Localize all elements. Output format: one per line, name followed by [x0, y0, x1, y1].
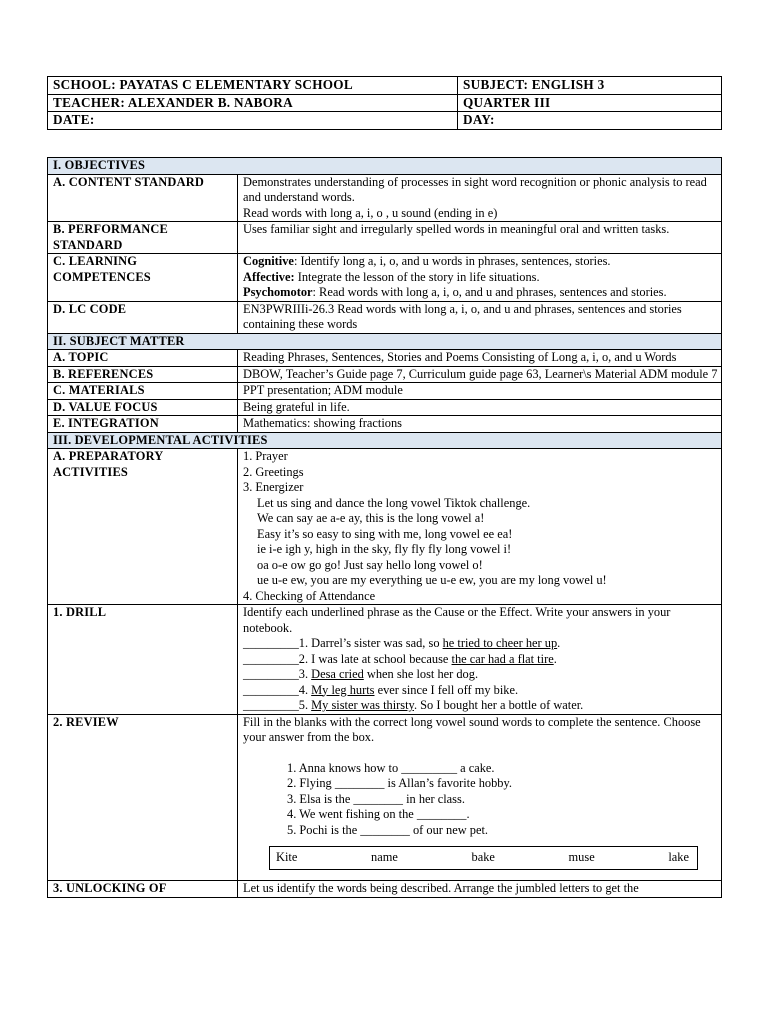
drill-text: 1. Darrel’s sister was sad, so — [298, 636, 443, 650]
song-line: Let us sing and dance the long vowel Tiktok challenge. — [257, 495, 531, 510]
affective-text: Integrate the lesson of the story in life situations. — [294, 269, 540, 284]
song-line: Easy it’s so easy to sing with me, long vowel ee ea! — [257, 526, 513, 541]
review-item: 3. Elsa is the ________ in her class. — [287, 791, 465, 806]
underlined-phrase: he tried to cheer her up — [442, 636, 558, 650]
underlined-phrase: the car had a flat tire — [451, 651, 554, 666]
answer-blank: _________ — [243, 682, 299, 697]
review-instruction: Fill in the blanks with the correct long vowel sound words to complete the sentence. Choose your answer from the box. — [243, 714, 701, 744]
date-field: DATE: — [48, 112, 458, 130]
lc-code-label: D. LC CODE — [48, 301, 238, 333]
underlined-phrase: Desa cried — [311, 667, 364, 681]
drill-item — [243, 636, 718, 652]
preparatory-label: A. PREPARATORY ACTIVITIES — [48, 449, 238, 605]
list-item: 3. Energizer — [243, 480, 304, 494]
psychomotor-label: Psychomotor — [243, 285, 313, 299]
objectives-heading: I. OBJECTIVES — [48, 158, 722, 175]
review-content — [238, 714, 722, 881]
review-item: 2. Flying ________ is Allan’s favorite hobby. — [287, 776, 512, 790]
value-focus-label: D. VALUE FOCUS — [48, 399, 238, 416]
cognitive-label: Cognitive — [243, 254, 294, 268]
review-item: 4. We went fishing on the ________. — [287, 807, 470, 821]
list-item: 2. Greetings — [243, 464, 304, 479]
integration-text: Mathematics: showing fractions — [238, 416, 722, 433]
topic-text: Reading Phrases, Sentences, Stories and Poems Consisting of Long a, i, o, and u Words — [238, 350, 722, 367]
song-line: ie i-e igh y, high in the sky, fly fly fly long vowel i! — [257, 542, 512, 556]
word-choice: Kite — [276, 850, 298, 865]
word-choice: muse — [568, 850, 595, 865]
performance-standard-text: Uses familiar sight and irregularly spelled words in meaningful oral and written tasks. — [238, 222, 722, 254]
unlocking-text: Let us identify the words being described. Arrange the jumbled letters to get the — [238, 881, 722, 898]
review-item: 1. Anna knows how to _________ a cake. — [287, 760, 495, 775]
list-item: 1. Prayer — [243, 449, 288, 463]
subject-matter-heading: II. SUBJECT MATTER — [48, 333, 722, 350]
subject: SUBJECT: ENGLISH 3 — [458, 77, 722, 95]
drill-item — [243, 698, 718, 714]
content-standard-label: A. CONTENT STANDARD — [48, 174, 238, 222]
drill-text: 5. — [298, 698, 312, 712]
drill-item — [243, 652, 718, 668]
drill-instruction: Identify each underlined phrase as the Cause or the Effect. Write your answers in your notebook. — [243, 605, 671, 635]
lc-code-text: EN3PWRIIIi-26.3 Read words with long a, i, o, and u and phrases, sentences and stories containing these words — [238, 301, 722, 333]
song-line: ue u-e ew, you are my everything ue u-e ew, you are my long vowel u! — [257, 573, 607, 587]
word-choice: name — [371, 850, 398, 865]
song-line: oa o-e ow go go! Just say hello long vowel o! — [257, 557, 483, 572]
underlined-phrase: My sister was thirsty — [311, 698, 414, 712]
value-focus-text: Being grateful in life. — [238, 399, 722, 416]
activities-heading: III. DEVELOPMENTAL ACTIVITIES — [48, 432, 722, 449]
word-choice: lake — [668, 850, 689, 865]
answer-blank: _________ — [243, 667, 299, 681]
drill-label: 1. DRILL — [48, 605, 238, 715]
preparatory-list — [238, 449, 722, 605]
drill-text: . — [553, 651, 557, 666]
school-name: SCHOOL: PAYATAS C ELEMENTARY SCHOOL — [48, 77, 458, 95]
review-item: 5. Pochi is the ________ of our new pet. — [287, 822, 488, 837]
drill-text: 3. — [298, 667, 312, 681]
header-table — [47, 76, 722, 130]
drill-item — [243, 683, 718, 699]
unlocking-label: 3. UNLOCKING OF — [48, 881, 238, 898]
drill-text: ever since I fell off my bike. — [374, 682, 519, 697]
content-standard-line1: Demonstrates understanding of processes in sight word recognition or phonic analysis to read and understand words. — [243, 174, 707, 204]
references-text: DBOW, Teacher’s Guide page 7, Curriculum guide page 63, Learner\s Material ADM module 7 — [238, 366, 722, 383]
content-standard-line2: Read words with long a, i, o , u sound (ending in e) — [243, 205, 498, 220]
day-field: DAY: — [458, 112, 722, 130]
lesson-plan-table — [47, 157, 722, 898]
drill-item — [243, 667, 718, 683]
content-standard-text — [238, 174, 722, 222]
drill-text: when she lost her dog. — [363, 667, 479, 681]
learning-competences-label: C. LEARNING COMPETENCES — [48, 254, 238, 302]
drill-text: 4. — [298, 682, 312, 697]
word-choice: bake — [471, 850, 495, 865]
materials-label: C. MATERIALS — [48, 383, 238, 400]
affective-label: Affective: — [243, 269, 295, 284]
performance-standard-label: B. PERFORMANCE STANDARD — [48, 222, 238, 254]
quarter: QUARTER III — [458, 94, 722, 112]
cognitive-text: : Identify long a, i, o, and u words in phrases, sentences, stories. — [293, 254, 611, 268]
drill-text: 2. I was late at school because — [298, 651, 452, 666]
underlined-phrase: My leg hurts — [311, 682, 375, 697]
drill-content — [238, 605, 722, 715]
teacher-name: TEACHER: ALEXANDER B. NABORA — [48, 94, 458, 112]
word-choice-box — [269, 846, 698, 870]
psychomotor-text: : Read words with long a, i, o, and u and phrases, sentences and stories. — [312, 285, 667, 299]
drill-text: . So I bought her a bottle of water. — [413, 698, 584, 712]
materials-text: PPT presentation; ADM module — [238, 383, 722, 400]
review-label: 2. REVIEW — [48, 714, 238, 881]
answer-blank: _________ — [243, 636, 299, 650]
integration-label: E. INTEGRATION — [48, 416, 238, 433]
list-item: 4. Checking of Attendance — [243, 588, 376, 603]
drill-text: . — [557, 636, 561, 650]
references-label: B. REFERENCES — [48, 366, 238, 383]
topic-label: A. TOPIC — [48, 350, 238, 367]
answer-blank: _________ — [243, 698, 299, 712]
song-line: We can say ae a-e ay, this is the long vowel a! — [257, 511, 485, 525]
learning-competences-text — [238, 254, 722, 302]
answer-blank: _________ — [243, 651, 299, 666]
